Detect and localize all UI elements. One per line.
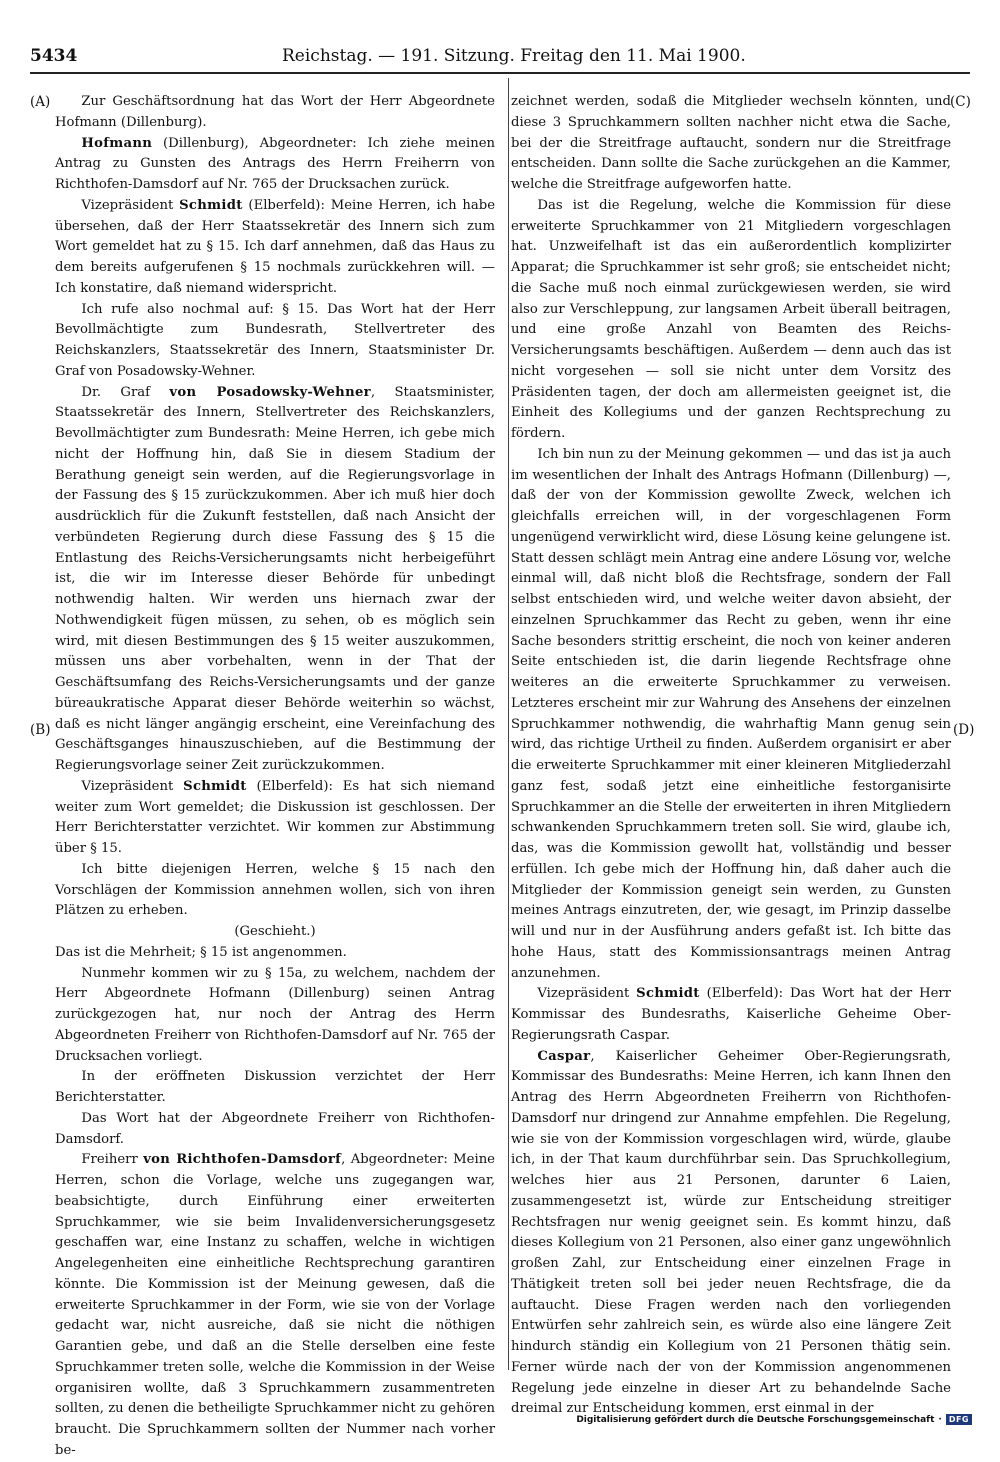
speaker-title: Vizepräsident (537, 986, 637, 1002)
footer: Digitalisierung gefördert durch die Deutsche Forschungsgemeinschaft · DFG (576, 1414, 972, 1425)
paragraph (55, 777, 495, 860)
paragraph-text: Zur Geschäftsordnung hat das Wort der Herr Abgeordnete Hofmann (Dillenburg). (55, 94, 495, 130)
paragraph (511, 196, 951, 445)
paragraph (55, 196, 495, 300)
paragraph (511, 445, 951, 985)
speaker-title: Freiherr (81, 1152, 144, 1168)
paragraph-text: Das Wort hat der Abgeordnete Freiherr von Richthofen-Damsdorf. (55, 1110, 495, 1147)
paragraph (55, 300, 495, 383)
left-column (55, 92, 495, 1462)
paragraph-text: (Elberfeld): Meine Herren, ich habe übersehen, daß der Herr Staatssekretär des Innern sich zum Wort gemeldet hat zu § 15. Ich darf annehmen, daß das Haus zu dem bereits aufgerufenen § 15 nochmals zurückkehren will. — Ich konstatire, daß niemand widerspricht. (55, 197, 496, 296)
paragraph-text: , Abgeordneter: Meine Herren, schon die Vorlage, welche uns zugegangen war, beabsichtigte, durch Einführung einer erweiterten Spruchkammer, wie sie beim Invalidenversicherungsgesetz geschaffen war, eine Instanz zu schaffen, welche in wichtigen Angelegenheiten eine einheitliche Rechtsprechung garantiren könnte. Die Kommission ist der Meinung gewesen, daß die erweiterte Spruchkammer in der Form, wie sie von der Vorlage gedacht war, nicht ausreiche, daß sie nicht die nöthigen Garantien gebe, und daß an die Stelle derselben eine feste Spruchkammer treten solle, welche die Kommission in der Weise organisiren wollte, daß 3 Spruchkammern zusammentreten sollten, zu denen die betheiligte Spruchkammer nicht zu gehören braucht. Die Spruchkammern sollten der Nummer nach vorher be- (55, 1152, 495, 1458)
speaker-title: Vizepräsident (81, 197, 180, 213)
paragraph (55, 1067, 495, 1109)
column-divider (508, 78, 509, 1370)
paragraph-text: , Kaiserlicher Geheimer Ober-Regierungsrath, Kommissar des Bundesraths: Meine Herren, ich kann Ihnen den Antrag des Herrn Abgeordneten Freiherrn von Richthofen-Damsdorf nur dringend zur Annahme empfehlen. Die Regelung, wie sie von der Kommission vorgeschlagen wird, würde, glaube ich, in der That kaum durchführbar sein. Das Spruchkollegium, welches hier aus 21 Personen, darunter 6 Laien, zusammengesetzt ist, würde zur Entscheidung streitiger Rechtsfragen nur wenig geeignet sein. Es kommt hinzu, daß dieses Kollegium von 21 Personen, also einer ganz ungewöhnlich großen Zahl, zur Entscheidung einer einzelnen Frage in Thätigkeit treten soll bei jeder neuen Rechtsfrage, die da auftaucht. Diese Fragen werden nach den vorliegenden Entwürfen sehr zahlreich sein, es würde also eine längere Zeit hindurch ständig ein Kollegium von 21 Personen thätig sein. Ferner würde nach der von der Kommission angenommenen Regelung jede einzelne in dieser Art zu behandelnde Sache dreimal zur Entscheidung kommen, erst einmal in der (511, 1048, 951, 1417)
paragraph (55, 134, 495, 196)
paragraph (511, 1047, 951, 1421)
speaker-name: Schmidt (179, 197, 243, 213)
paragraph-text: (Elberfeld): Es hat sich niemand weiter zum Wort gemeldet; die Diskussion ist geschlossen. Der Herr Berichterstatter verzichtet. Wir kommen zur Abstimmung über § 15. (55, 778, 495, 856)
paragraph (55, 1150, 495, 1461)
margin-letter-b: (B) (30, 722, 51, 738)
paragraph (55, 860, 495, 922)
running-title: Reichstag. — 191. Sitzung. Freitag den 11. Mai 1900. (282, 46, 746, 66)
dfg-logo: DFG (946, 1414, 972, 1425)
paragraph-text: Ich rufe also nochmal auf: § 15. Das Wort hat der Herr Bevollmächtigte zum Bundesrath, Stellvertreter des Reichskanzlers, Staatssekretär des Innern, Staatsminister Dr. Graf von Posadowsky-Wehner. (55, 301, 495, 379)
paragraph-text: Ich bitte diejenigen Herren, welche § 15 nach den Vorschlägen der Kommission annehmen wollen, sich von ihren Plätzen zu erheben. (55, 861, 495, 919)
paragraph-text: Das ist die Mehrheit; § 15 ist angenommen. (55, 944, 347, 960)
speaker-name: Schmidt (636, 986, 700, 1002)
paragraph (55, 1109, 495, 1151)
speaker-name: von Posadowsky-Wehner (169, 384, 371, 400)
paragraph-text: Ich bin nun zu der Meinung gekommen — und das ist ja auch im wesentlichen der Inhalt des Antrags Hofmann (Dillenburg) —, daß der von der Kommission gewollte Zweck, welchen ich gleichfalls erreichen will, in der vorgeschlagenen Form ungenügend verwirklicht wird, diese Lösung keine gelungene ist. Statt dessen schlägt mein Antrag eine andere Lösung vor, welche einmal will, daß nicht bloß die Rechtsfrage, sondern der Fall selbst entschieden wird, und welche weiter davon absieht, der einzelnen Spruchkammer das Recht zu geben, wenn ihr eine Sache besonders strittig erscheint, die noch von keiner anderen Seite entschieden ist, die darin liegende Rechtsfrage ohne weiteres an die erweiterte Spruchkammer zu verweisen. Letzteres erscheint mir zur Wahrung des Ansehens der einzelnen Spruchkammer nothwendig, die wahrhaftig Mann genug sein wird, das richtige Urtheil zu finden. Außerdem organisirt er aber die erweiterte Spruchkammer mit einer kleineren Mitgliederzahl ganz fest, sodaß jetzt eine einheitliche festorganisirte Spruchkammer an die Stelle der erweiterten in ihren Mitgliedern schwankenden Spruchkammern treten soll. Sie wird, glaube ich, das, was die Kommission gewollt hat, vollständig und besser erfüllen. Ich gebe mich der Hoffnung hin, daß daher auch die Mitglieder der Kommission geneigt sein werden, zu Gunsten meines Antrags einzutreten, der, wie gesagt, im Prinzip dasselbe will und nur in der Ausführung anders gefaßt ist. Ich bitte das hohe Haus, statt des Kommissionsantrags meinen Antrag anzunehmen. (511, 446, 951, 981)
paragraph (55, 964, 495, 1068)
speaker-title: Vizepräsident (81, 778, 184, 794)
footer-credit: Digitalisierung gefördert durch die Deutsche Forschungsgemeinschaft (576, 1414, 935, 1425)
speaker-name: Schmidt (183, 778, 247, 794)
right-column (511, 92, 951, 1420)
paragraph-text: Nunmehr kommen wir zu § 15a, zu welchem, nachdem der Herr Abgeordnete Hofmann (Dillenburg) seinen Antrag zurückgezogen hat, nur noch der Antrag des Herrn Abgeordneten Freiherr von Richthofen-Damsdorf auf Nr. 765 der Drucksachen vorliegt. (55, 965, 495, 1064)
paragraph-text: Das ist die Regelung, welche die Kommission für diese erweiterte Spruchkammer von 21 Mitgliedern vorgeschlagen hat. Unzweifelhaft ist das ein außerordentlich komplizirter Apparat; die Spruchkammer ist sehr groß; sie entscheidet nicht; die Sache muß noch einmal zurückgewiesen werden, sie wird also zur Verschleppung, zur langsamen Arbeit überall beitragen, und eine große Anzahl von Beamten des Reichs-Versicherungsamts beschäftigen. Außerdem — denn auch das ist nicht vorgesehen — soll sie nicht unter dem Vorsitz des Präsidenten tagen, der doch am allermeisten geeignet ist, die Einheit des Kollegiums und der ganzen Rechtsprechung zu fördern. (511, 197, 951, 441)
paragraph (55, 383, 495, 777)
margin-letter-d: (D) (953, 722, 975, 738)
paragraph-text: , Staatsminister, Staatssekretär des Innern, Stellvertreter des Reichskanzlers, Bevollmächtigter zum Bundesrath: Meine Herren, ich gebe mich nicht der Hoffnung hin, daß Sie in diesem Stadium der Berathung geneigt sein werden, auf die Regierungsvorlage in der Fassung des § 15 zurückzukommen. Aber ich muß hier doch ausdrücklich für die Zukunft feststellen, daß nach Ansicht der verbündeten Regierung durch diese Fassung des § 15 die Entlastung des Reichs-Versicherungsamts nicht herbeigeführt ist, die wir im Interesse dieser Behörde für unbedingt nothwendig halten. Wir werden uns hiernach zwar der Nothwendigkeit fügen müssen, zu sehen, ob es möglich sein wird, mit diesen Bestimmungen des § 15 weiter auszukommen, müssen uns aber vorbehalten, wenn in der That der Geschäftsumfang des Reichs-Versicherungsamts und der ganze büreaukratische Apparat dieser Behörde weiterhin so wächst, daß es nicht länger angängig erscheint, eine Vereinfachung des Geschäftsganges hinauszuschieben, auf die Bestimmung der Regierungsvorlage seiner Zeit zurückzukommen. (55, 384, 495, 773)
page-number: 5434 (30, 46, 78, 66)
speaker-title: Dr. Graf (81, 384, 170, 400)
speaker-name: Hofmann (81, 135, 153, 151)
speaker-name: von Richthofen-Damsdorf (143, 1152, 342, 1168)
paragraph (55, 922, 495, 943)
paragraph (55, 92, 495, 134)
paragraph-text: (Elberfeld): Das Wort hat der Herr Kommissar des Bundesraths, Kaiserliche Geheime Ober-Regierungsrath Caspar. (511, 986, 951, 1043)
paragraph-text: (Dillenburg), Abgeordneter: Ich ziehe meinen Antrag zu Gunsten des Antrags des Herrn Freiherrn von Richthofen-Damsdorf auf Nr. 765 der Drucksachen zurück. (55, 135, 495, 192)
paragraph-text: zeichnet werden, sodaß die Mitglieder wechseln könnten, und diese 3 Spruchkammern sollten nachher nicht etwa die Sache, bei der die Streitfrage auftaucht, sondern nur die Streitfrage entscheiden. Dann sollte die Sache zurückgehen an die Kammer, welche die Streitfrage aufgeworfen hatte. (511, 94, 951, 192)
paragraph-text: (Geschieht.) (234, 924, 316, 939)
margin-letter-a: (A) (30, 94, 51, 110)
paragraph (511, 984, 951, 1046)
paragraph-text: In der eröffneten Diskussion verzichtet der Herr Berichterstatter. (55, 1069, 495, 1105)
speaker-name: Caspar (537, 1048, 591, 1064)
margin-letter-c: (C) (950, 94, 971, 110)
header-rule (30, 72, 970, 74)
paragraph (55, 943, 495, 964)
paragraph (511, 92, 951, 196)
page-header (30, 46, 970, 70)
